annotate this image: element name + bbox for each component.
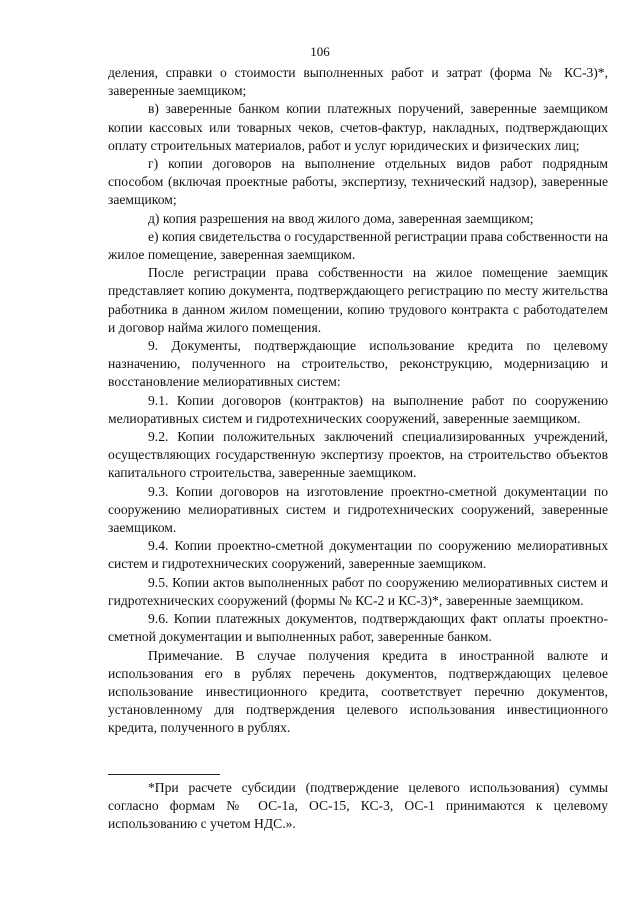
document-body (108, 64, 608, 738)
paragraph-after-registration: После регистрации права собственности на жилое помещение заемщик представляет копию документа, подтверждающего регистрацию по месту жительства работника в данном жилом помещении, копию трудового контракта с работодателем и договор найма жилого помещения. (108, 265, 608, 335)
paragraph-9-2: 9.2. Копии положительных заключений специализированных учреждений, осуществляющих государственную экспертизу проектов, на строительство объектов капитального строительства, заверенные заемщиком. (108, 429, 608, 481)
paragraph-9-4: 9.4. Копии проектно-сметной документации по сооружению мелиоративных систем и гидротехнических сооружений, заверенные заемщиком. (108, 538, 608, 572)
paragraph-9-3: 9.3. Копии договоров на изготовление проектно-сметной документации по сооружению мелиоративных систем и гидротехнических сооружений, заверенные заемщиком. (108, 483, 608, 536)
paragraph-note: Примечание. В случае получения кредита в иностранной валюте и использования его в рублях перечень документов, подтверждающих целевое использование инвестиционного кредита, соответствует перечню документов, установленному для подтверждения целевого использования инвестиционного кредита, полученного в рублях. (108, 647, 608, 736)
paragraph-section-9: 9. Документы, подтверждающие использование кредита по целевому назначению, полученного на строительство, реконструкцию, модернизацию и восстановление мелиоративных систем: (108, 338, 608, 390)
paragraph-item-e: е) копия свидетельства о государственной регистрации права собственности на жилое помещение, заверенная заемщиком. (108, 228, 609, 263)
paragraph-9-6: 9.6. Копии платежных документов, подтверждающих факт оплаты проектно-сметной документации и выполненных работ, заверенные банком. (108, 611, 608, 645)
paragraph-9-5: 9.5. Копии актов выполненных работ по сооружению мелиоративных систем и гидротехнических сооружений (формы № КС-2 и КС-3)*, заверенные заемщиком. (108, 574, 608, 608)
paragraph-item-v: в) заверенные банком копии платежных поручений, заверенные заемщиком копии кассовых или товарных чеков, счетов-фактур, накладных, подтверждающих оплату строительных материалов, работ и услуг юридических и физических лиц; (108, 101, 608, 153)
paragraph-item-g: г) копии договоров на выполнение отдельных видов работ подрядным способом (включая проектные работы, экспертизу, технический надзор), заверенные заемщиком; (108, 156, 608, 208)
footnote-divider (108, 774, 220, 775)
page-number: 106 (310, 44, 330, 59)
footnote (108, 779, 608, 834)
paragraph-continuation: деления, справки о стоимости выполненных работ и затрат (форма № КС-3)*, заверенные заемщиком; (108, 65, 608, 99)
paragraph-item-d: д) копия разрешения на ввод жилого дома, заверенная заемщиком; (148, 210, 534, 226)
paragraph-9-1: 9.1. Копии договоров (контрактов) на выполнение работ по сооружению мелиоративных систем и гидротехнических сооружений, заверенные заемщиком. (108, 392, 608, 426)
footnote-text: *При расчете субсидии (подтверждение целевого использования) суммы согласно формам № ОС-1а, ОС-15, КС-3, ОС-1 принимаются к целевому использованию с учетом НДС.». (108, 780, 608, 832)
